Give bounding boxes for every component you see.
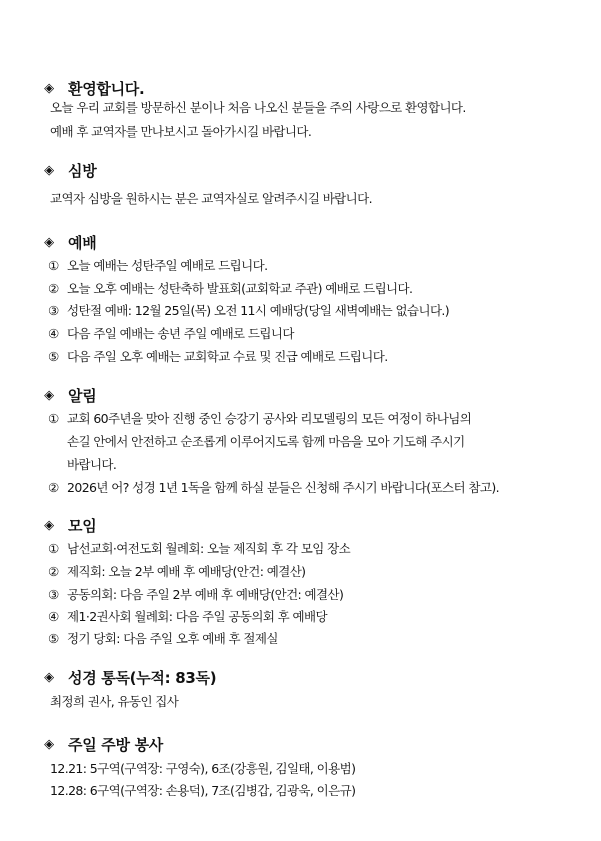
meetings-item-text: 남선교회·여전도회 월례회: 오늘 제직회 후 각 모임 장소 bbox=[67, 541, 351, 556]
worship-item-4 bbox=[48, 325, 294, 343]
item-number: ③ bbox=[48, 587, 59, 602]
item-number: ① bbox=[48, 411, 59, 426]
item-number: ③ bbox=[48, 303, 59, 318]
meetings-item-2 bbox=[48, 563, 305, 581]
news-item-1-line-3: 바랍니다. bbox=[67, 457, 117, 472]
worship-item-5 bbox=[48, 348, 388, 366]
meetings-item-5 bbox=[48, 630, 278, 648]
news-item-1 bbox=[48, 410, 471, 428]
kitchen-service-heading bbox=[42, 733, 163, 755]
kitchen-service-title: 주일 주방 봉사 bbox=[68, 735, 163, 754]
meetings-heading bbox=[42, 514, 96, 536]
meetings-item-4 bbox=[48, 608, 327, 626]
black-diamond-icon: ◈ bbox=[44, 162, 54, 178]
worship-item-2 bbox=[48, 280, 412, 298]
worship-item-text: 오늘 예배는 성탄주일 예배로 드립니다. bbox=[67, 258, 268, 273]
news-item-text: 교회 60주년을 맞아 진행 중인 승강기 공사와 리모델링의 모든 여정이 하나님의 bbox=[67, 411, 472, 426]
news-title: 알림 bbox=[68, 386, 97, 405]
worship-item-1 bbox=[48, 257, 267, 275]
worship-item-3 bbox=[48, 302, 449, 320]
worship-heading bbox=[42, 231, 96, 253]
kitchen-service-line-1: 12.21: 5구역(구역장: 구영숙), 6조(강흥원, 김일태, 이용범) bbox=[50, 761, 356, 776]
item-number: ④ bbox=[48, 609, 59, 624]
kitchen-service-line-2: 12.28: 6구역(구역장: 손용덕), 7조(김병갑, 김광욱, 이은규) bbox=[50, 783, 356, 798]
worship-item-text: 성탄절 예배: 12월 25일(목) 오전 11시 예배당(당일 새벽예배는 없습니다.) bbox=[67, 303, 450, 318]
item-number: ② bbox=[48, 281, 59, 296]
news-item-text: 2026년 어? 성경 1년 1독을 함께 하실 분들은 신청해 주시기 바랍니다(포스터 참고). bbox=[67, 480, 499, 495]
item-number: ② bbox=[48, 480, 59, 495]
welcome-title: 환영합니다. bbox=[68, 79, 145, 98]
worship-item-text: 다음 주일 오후 예배는 교회학교 수료 및 진급 예배로 드립니다. bbox=[67, 349, 388, 364]
item-number: ④ bbox=[48, 326, 59, 341]
item-number: ① bbox=[48, 541, 59, 556]
meetings-item-text: 정기 당회: 다음 주일 오후 예배 후 절제실 bbox=[67, 631, 278, 646]
welcome-heading bbox=[42, 77, 144, 99]
news-item-1-line-2: 손길 안에서 안전하고 순조롭게 이루어지도록 함께 마음을 모아 기도해 주시기 bbox=[67, 434, 465, 449]
item-number: ① bbox=[48, 258, 59, 273]
welcome-line-2: 예배 후 교역자를 만나보시고 돌아가시길 바랍니다. bbox=[50, 124, 312, 139]
welcome-line-1: 오늘 우리 교회를 방문하신 분이나 처음 나오신 분들을 주의 사랑으로 환영합니다. bbox=[50, 100, 466, 115]
item-number: ② bbox=[48, 564, 59, 579]
meetings-item-1 bbox=[48, 540, 350, 558]
black-diamond-icon: ◈ bbox=[44, 80, 54, 96]
item-number: ⑤ bbox=[48, 349, 59, 364]
black-diamond-icon: ◈ bbox=[44, 736, 54, 752]
bible-reading-title: 성경 통독(누적: 83독) bbox=[68, 668, 217, 687]
meetings-item-3 bbox=[48, 586, 343, 604]
black-diamond-icon: ◈ bbox=[44, 387, 54, 403]
news-heading bbox=[42, 384, 96, 406]
visitation-heading bbox=[42, 159, 96, 181]
item-number: ⑤ bbox=[48, 631, 59, 646]
bible-reading-heading bbox=[42, 666, 216, 688]
meetings-item-text: 제직회: 오늘 2부 예배 후 예배당(안건: 예결산) bbox=[67, 564, 306, 579]
meetings-item-text: 제1·2권사회 월례회: 다음 주일 공동의회 후 예배당 bbox=[67, 609, 327, 624]
black-diamond-icon: ◈ bbox=[44, 517, 54, 533]
black-diamond-icon: ◈ bbox=[44, 234, 54, 250]
black-diamond-icon: ◈ bbox=[44, 669, 54, 685]
worship-item-text: 오늘 오후 예배는 성탄축하 발표회(교회학교 주관) 예배로 드립니다. bbox=[67, 281, 413, 296]
bible-reading-names: 최정희 권사, 유동인 집사 bbox=[50, 694, 179, 709]
meetings-item-text: 공동의회: 다음 주일 2부 예배 후 예배당(안건: 예결산) bbox=[67, 587, 344, 602]
news-item-2 bbox=[48, 479, 499, 497]
worship-item-text: 다음 주일 예배는 송년 주일 예배로 드립니다 bbox=[67, 326, 294, 341]
visitation-line-1: 교역자 심방을 원하시는 분은 교역자실로 알려주시길 바랍니다. bbox=[50, 191, 372, 206]
meetings-title: 모임 bbox=[68, 516, 97, 535]
visitation-title: 심방 bbox=[68, 161, 97, 180]
worship-title: 예배 bbox=[68, 233, 97, 252]
